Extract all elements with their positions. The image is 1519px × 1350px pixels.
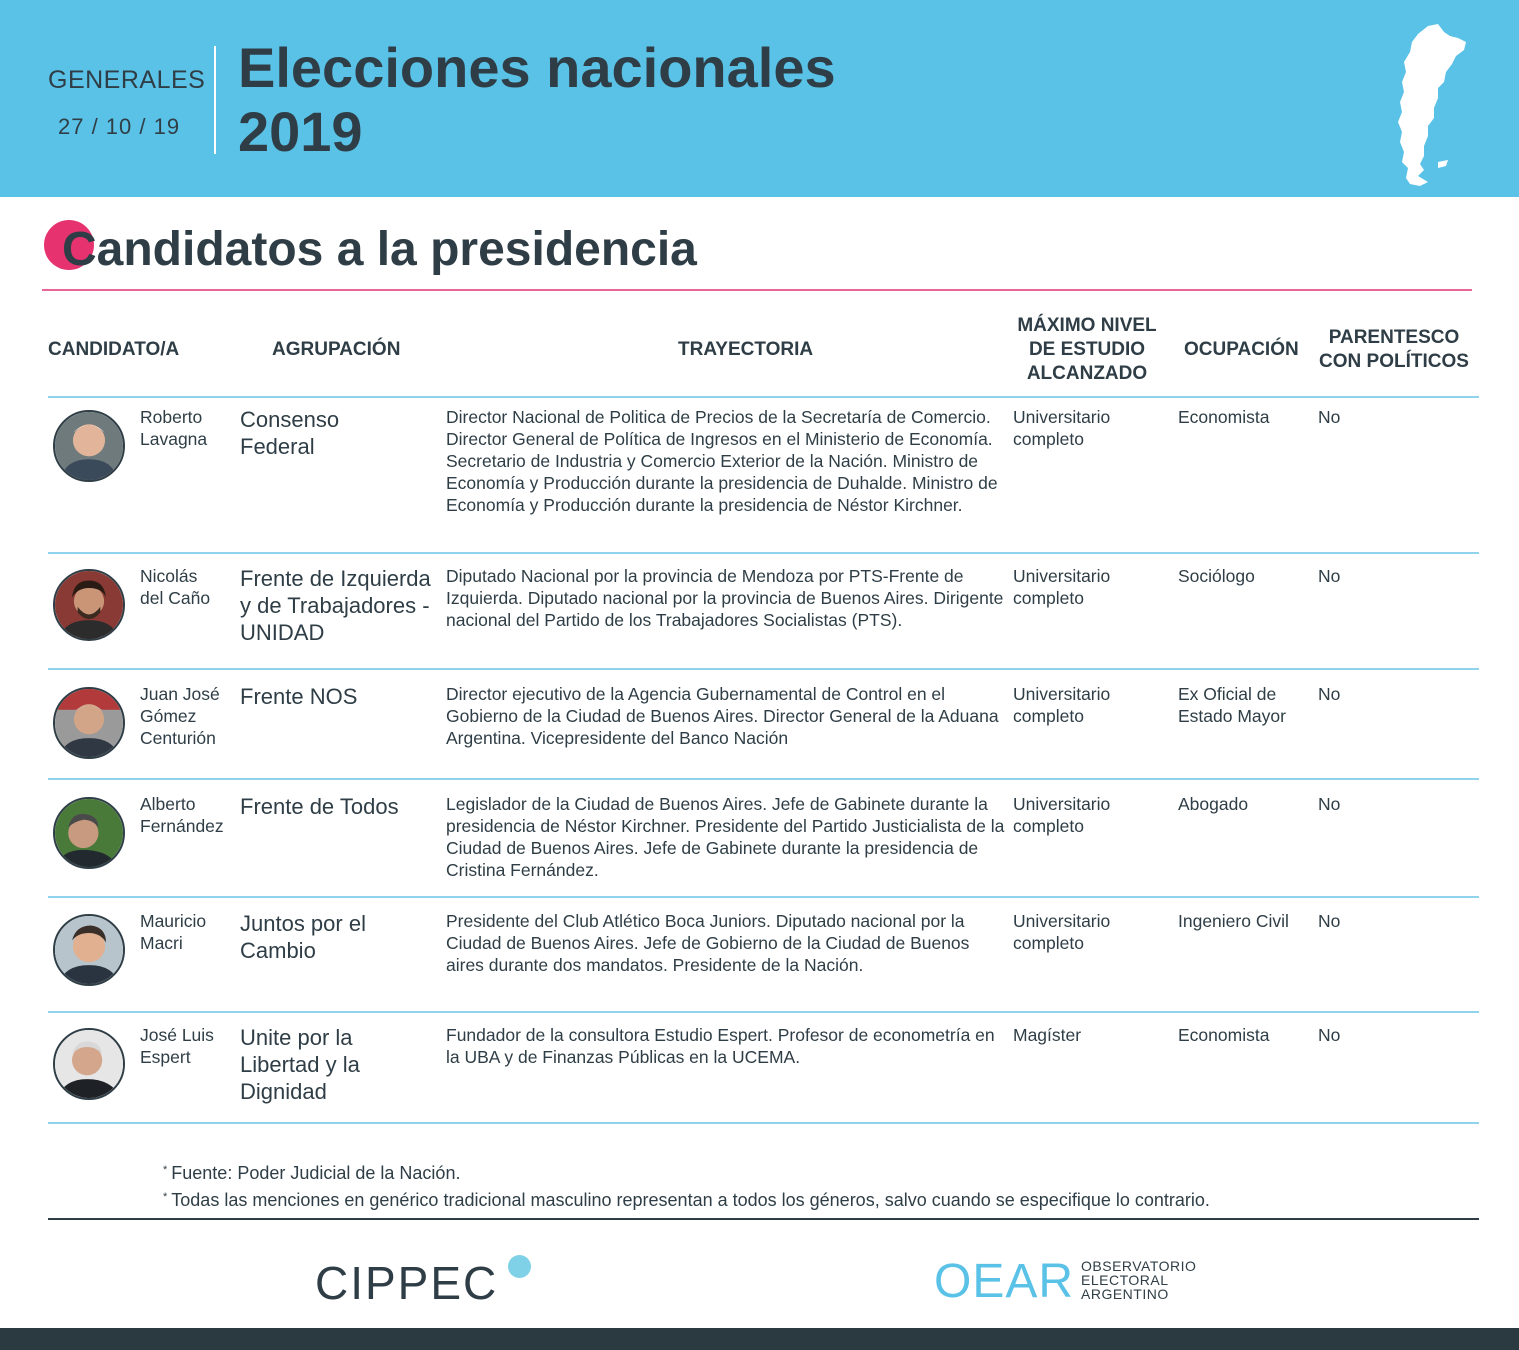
- header-banner: [0, 0, 1519, 197]
- party-name-line: Consenso: [240, 407, 340, 432]
- bottom-bar: [0, 1328, 1519, 1350]
- education-line: Universitario: [1013, 407, 1111, 427]
- candidate-name-line: Roberto: [140, 407, 203, 427]
- cippec-badge-icon: [508, 1255, 531, 1278]
- candidate-photo: [53, 410, 125, 482]
- party-name-line: Libertad y la: [240, 1052, 360, 1077]
- main-title-line1: Elecciones nacionales: [238, 36, 836, 99]
- table-divider: [48, 896, 1479, 898]
- candidate-name: [140, 1024, 240, 1068]
- candidate-photo: [53, 914, 125, 986]
- kinship: No: [1318, 794, 1341, 814]
- candidate-photo: [53, 687, 125, 759]
- party-name: [240, 1024, 440, 1105]
- candidate-photo: [53, 797, 125, 869]
- party-name-line: Frente de Todos: [240, 794, 399, 819]
- candidate-name-line: José Luis: [140, 1025, 214, 1045]
- argentina-map-icon: [1388, 22, 1472, 188]
- party-name-line: Cambio: [240, 938, 316, 963]
- candidate-name: [140, 910, 240, 954]
- party-name-line: Dignidad: [240, 1079, 327, 1104]
- kinship: No: [1318, 684, 1341, 704]
- col-header-kinship: [1312, 326, 1476, 374]
- cippec-logo: CIPPEC: [315, 1257, 499, 1309]
- candidate-name-line: Macri: [140, 933, 183, 953]
- footnote-source-text: Fuente: Poder Judicial de la Nación.: [171, 1163, 461, 1183]
- oear-subtitle-line: ARGENTINO: [1081, 1286, 1169, 1302]
- career-text: Director Nacional de Politica de Precios de la Secretaría de Comercio. Director General de Política de Ingresos en el Ministerio de Economía. Secretario de Industria y Comercio Exterior de la Nación. Ministro de Economía y Producción durante la presidencia de Duhalde. Ministro de Economía y Producción durante la presidencia de Néstor Kirchner.: [446, 407, 998, 515]
- col-header-education: [1006, 314, 1168, 386]
- candidate-name: [140, 406, 240, 450]
- candidate-name: [140, 683, 240, 749]
- career-text: Presidente del Club Atlético Boca Juniors. Diputado nacional por la Ciudad de Buenos Aires. Jefe de Gobierno de la Ciudad de Buenos aires durante dos mandatos. Presidente de la Nación.: [446, 911, 970, 975]
- candidate-name-line: Gómez: [140, 706, 197, 726]
- election-type: GENERALES: [48, 66, 206, 94]
- education-level: [1013, 683, 1173, 727]
- candidate-name-line: Nicolás: [140, 566, 198, 586]
- candidate-photo: [53, 1028, 125, 1100]
- kinship: No: [1318, 566, 1341, 586]
- education-line: Universitario: [1013, 566, 1111, 586]
- career-text: Director ejecutivo de la Agencia Gubernamental de Control en el Gobierno de la Ciudad de Buenos Aires. Director General de la Aduana Argentina. Vicepresidente del Banco Nación: [446, 684, 999, 748]
- oear-subtitle-line: OBSERVATORIO: [1081, 1258, 1197, 1274]
- candidate-name-line: Lavagna: [140, 429, 208, 449]
- occupation: Economista: [1178, 407, 1270, 427]
- education-line: Universitario: [1013, 684, 1111, 704]
- career-text: Diputado Nacional por la provincia de Mendoza por PTS-Frente de Izquierda. Diputado nacional por la provincia de Buenos Aires. Dirigente nacional del Partido de los Trabajadores Socialistas (PTS).: [446, 566, 1004, 630]
- candidate-name: [140, 565, 240, 609]
- party-name-line: Unite por la: [240, 1025, 353, 1050]
- party-name-line: Frente NOS: [240, 684, 358, 709]
- footnote-marker: *: [163, 1191, 168, 1203]
- education-line: completo: [1013, 706, 1085, 726]
- education-line: Universitario: [1013, 911, 1111, 931]
- occupation-line: Ex Oficial de: [1178, 684, 1277, 704]
- education-level: [1013, 1024, 1173, 1046]
- col-header-kinship-line2: CON POLÍTICOS: [1319, 351, 1469, 372]
- col-header-career: TRAYECTORIA: [678, 339, 814, 360]
- col-header-occupation: OCUPACIÓN: [1184, 339, 1299, 360]
- col-header-kinship-line1: PARENTESCO: [1328, 327, 1460, 348]
- kinship: No: [1318, 911, 1341, 931]
- col-header-candidate: CANDIDATO/A: [48, 339, 180, 360]
- education-line: completo: [1013, 429, 1085, 449]
- kinship: No: [1318, 407, 1341, 427]
- education-line: Magíster: [1013, 1025, 1082, 1045]
- education-line: completo: [1013, 588, 1085, 608]
- footer-rule: [48, 1218, 1479, 1220]
- col-header-education-line1: MÁXIMO NIVEL: [1017, 315, 1157, 336]
- occupation: Ingeniero Civil: [1178, 911, 1289, 931]
- candidate-name-line: Alberto: [140, 794, 196, 814]
- table-divider: [48, 396, 1479, 398]
- col-header-education-line2: DE ESTUDIO: [1028, 339, 1146, 360]
- occupation: Abogado: [1178, 794, 1249, 814]
- education-level: [1013, 793, 1173, 837]
- section-rule: [42, 289, 1472, 291]
- party-name: [240, 910, 440, 964]
- footnote-marker: *: [163, 1164, 168, 1176]
- occupation: Sociólogo: [1178, 566, 1255, 586]
- header-divider: [214, 46, 216, 154]
- candidate-name-line: Centurión: [140, 728, 216, 748]
- occupation: [1178, 683, 1318, 727]
- section-title: Candidatos a la presidencia: [62, 223, 697, 276]
- table-divider: [48, 1011, 1479, 1013]
- col-header-party: AGRUPACIÓN: [272, 339, 401, 360]
- oear-logo: OEAR: [934, 1255, 1075, 1308]
- kinship: No: [1318, 1025, 1341, 1045]
- candidate-photo: [53, 569, 125, 641]
- party-name-line: Juntos por el: [240, 911, 366, 936]
- party-name: [240, 683, 440, 710]
- party-name-line: UNIDAD: [240, 620, 325, 645]
- candidate-name: [140, 793, 240, 837]
- party-name: [240, 406, 440, 460]
- main-title: [238, 36, 836, 164]
- candidate-name-line: Juan José: [140, 684, 220, 704]
- party-name-line: Frente de Izquierda: [240, 566, 431, 591]
- education-line: Universitario: [1013, 794, 1111, 814]
- table-divider: [48, 1122, 1479, 1124]
- footnote-gender: [163, 1185, 1210, 1212]
- table-divider: [48, 552, 1479, 554]
- party-name: [240, 565, 440, 646]
- occupation-line: Estado Mayor: [1178, 706, 1286, 726]
- main-title-year: 2019: [238, 100, 363, 163]
- footnote-source: [163, 1158, 1210, 1185]
- footnotes: [163, 1158, 1210, 1212]
- education-level: [1013, 406, 1173, 450]
- education-level: [1013, 565, 1173, 609]
- career-text: Fundador de la consultora Estudio Espert. Profesor de econometría en la UBA y de Finanzas Públicas en la UCEMA.: [446, 1025, 995, 1067]
- candidate-name-line: Fernández: [140, 816, 224, 836]
- education-level: [1013, 910, 1173, 954]
- education-line: completo: [1013, 816, 1085, 836]
- career-text: Legislador de la Ciudad de Buenos Aires. Jefe de Gabinete durante la presidencia de Néstor Kirchner. Presidente del Partido Justicialista de la Ciudad de Buenos Aires. Jefe de Gabinete durante la presidencia de Cristina Fernández.: [446, 794, 1005, 880]
- party-name: [240, 793, 440, 820]
- candidate-name-line: Mauricio: [140, 911, 207, 931]
- col-header-education-line3: ALCANZADO: [1026, 363, 1148, 384]
- table-divider: [48, 778, 1479, 780]
- footnote-gender-text: Todas las menciones en genérico tradicional masculino representan a todos los géneros, salvo cuando se especifique lo contrario.: [171, 1190, 1210, 1210]
- education-line: completo: [1013, 933, 1085, 953]
- party-name-line: y de Trabajadores -: [240, 593, 430, 618]
- election-date: 27 / 10 / 19: [58, 114, 181, 139]
- occupation: Economista: [1178, 1025, 1270, 1045]
- party-name-line: Federal: [240, 434, 315, 459]
- table-divider: [48, 668, 1479, 670]
- candidate-name-line: del Caño: [140, 588, 211, 608]
- oear-subtitle: [1081, 1259, 1196, 1301]
- candidate-name-line: Espert: [140, 1047, 191, 1067]
- oear-subtitle-line: ELECTORAL: [1081, 1272, 1169, 1288]
